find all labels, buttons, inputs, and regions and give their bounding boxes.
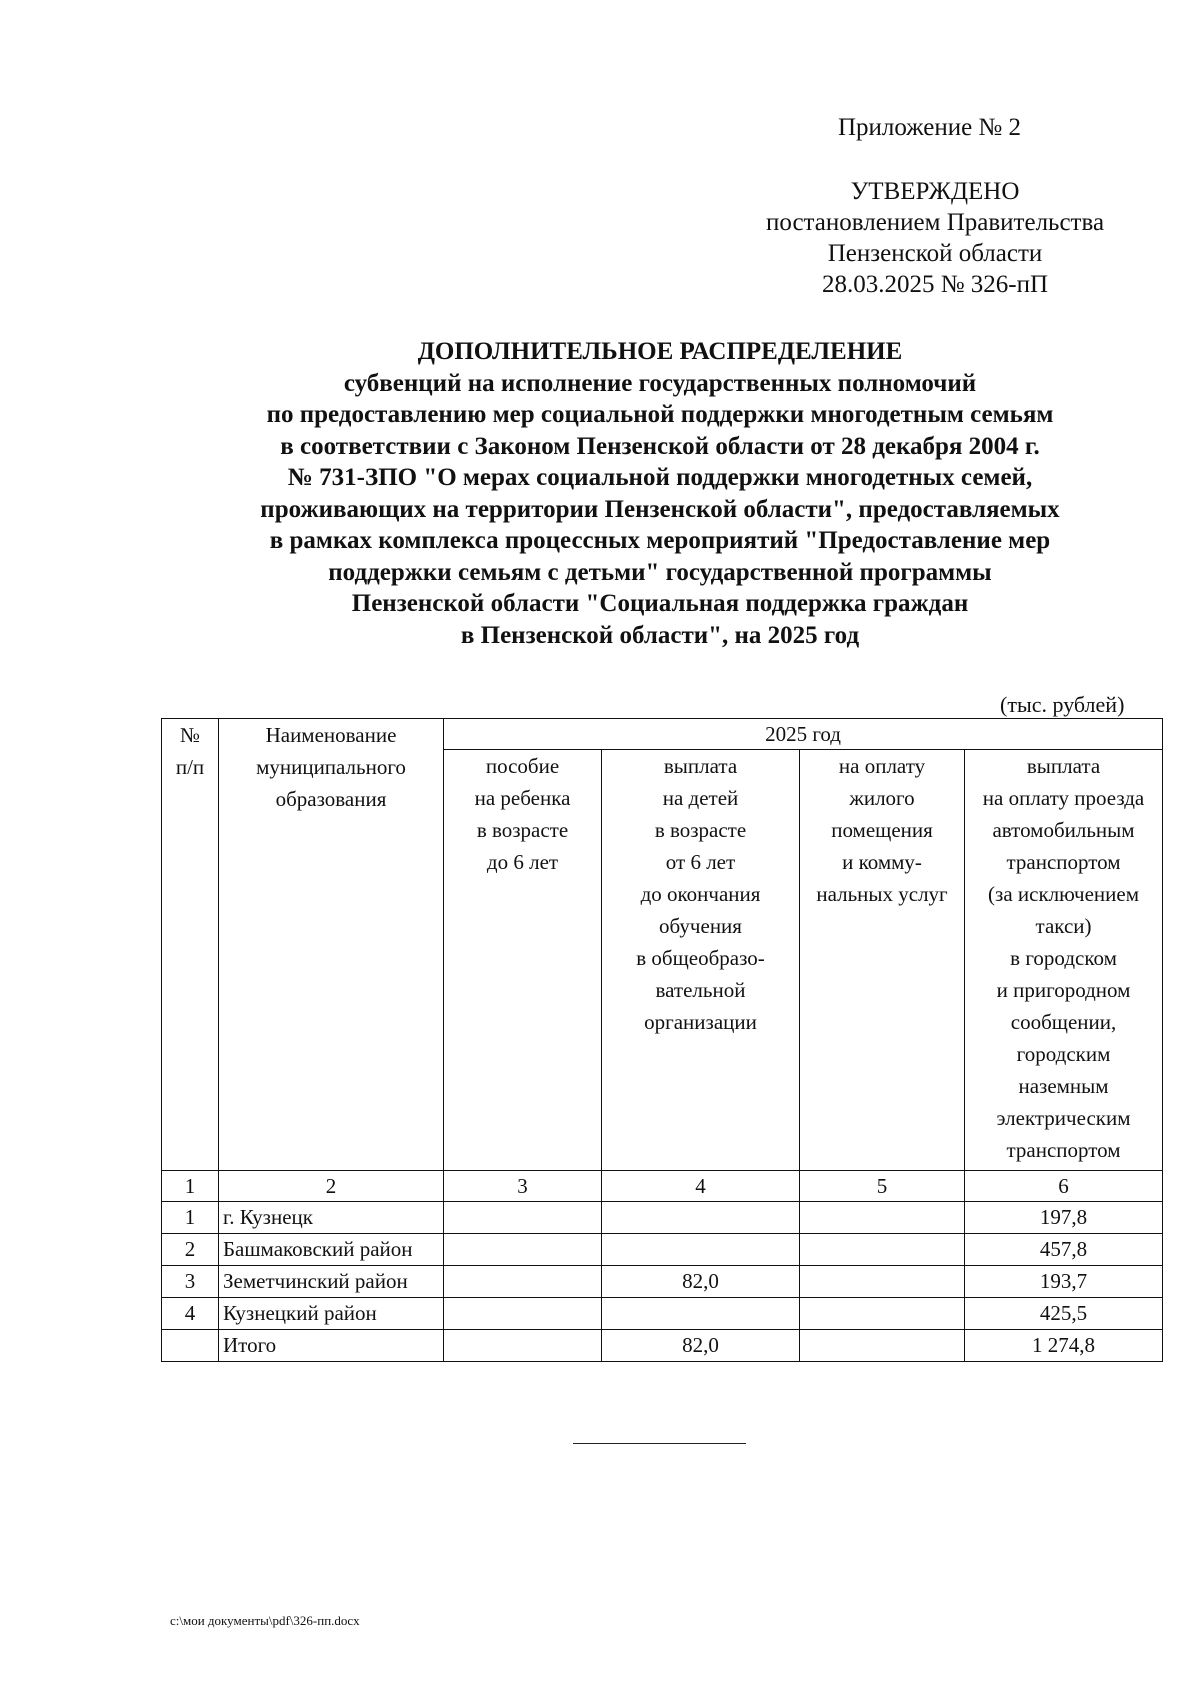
school-payment-value	[602, 1202, 800, 1234]
title-line: ДОПОЛНИТЕЛЬНОЕ РАСПРЕДЕЛЕНИЕ	[417, 338, 903, 365]
header-child-benefit: пособие на ребенка в возрасте до 6 лет	[444, 750, 602, 1171]
column-number: 3	[444, 1171, 602, 1202]
row-number: 4	[162, 1298, 219, 1330]
header-transport-payment: выплата на оплату проезда автомобильным транспортом (за исключением такси) в городском и пригородном сообщении, городским наземным электрическим транспортом	[965, 750, 1163, 1171]
column-number: 1	[162, 1171, 219, 1202]
child-benefit-total	[444, 1330, 602, 1362]
column-number: 6	[965, 1171, 1163, 1202]
child-benefit-value	[444, 1234, 602, 1266]
child-benefit-value	[444, 1202, 602, 1234]
column-number: 5	[800, 1171, 965, 1202]
document-title	[160, 336, 1160, 651]
header-row-top	[162, 719, 1163, 750]
housing-payment-total	[800, 1330, 965, 1362]
school-payment-value	[602, 1234, 800, 1266]
closing-divider	[573, 1443, 746, 1444]
table-row	[162, 1298, 1163, 1330]
approval-line: постановлением Правительства	[765, 209, 1105, 236]
title-line: в Пензенской области", на 2025 год	[460, 621, 860, 649]
municipality-name: г. Кузнецк	[219, 1202, 444, 1234]
appendix-label: Приложение № 2	[838, 114, 1022, 141]
table-row	[162, 1202, 1163, 1234]
table-row	[162, 1234, 1163, 1266]
table-row	[162, 1266, 1163, 1298]
transport-payment-total: 1 274,8	[965, 1330, 1163, 1362]
housing-payment-value	[800, 1298, 965, 1330]
header-housing-payment: на оплату жилого помещения и комму- нальных услуг	[800, 750, 965, 1171]
approval-line: УТВЕРЖДЕНО	[850, 178, 1020, 205]
total-label: Итого	[219, 1330, 444, 1362]
school-payment-value	[602, 1298, 800, 1330]
row-number: 1	[162, 1202, 219, 1234]
column-number-row	[162, 1171, 1163, 1202]
school-payment-value: 82,0	[602, 1266, 800, 1298]
title-line: в соответствии с Законом Пензенской области от 28 декабря 2004 г.	[280, 432, 1040, 460]
row-number: 3	[162, 1266, 219, 1298]
municipality-name: Земетчинский район	[219, 1266, 444, 1298]
title-line: № 731-ЗПО "О мерах социальной поддержки многодетных семей,	[287, 464, 1033, 491]
approval-stamp	[720, 176, 1150, 300]
file-path: c:\мои документы\pdf\326-пп.docx	[170, 1613, 360, 1628]
header-number: № п/п	[162, 719, 219, 1171]
total-row	[162, 1330, 1163, 1362]
header-school-payment: выплата на детей в возрасте от 6 лет до окончания обучения в общеобразо- вательной организации	[602, 750, 800, 1171]
municipality-name: Кузнецкий район	[219, 1298, 444, 1330]
housing-payment-value	[800, 1202, 965, 1234]
title-line: по предоставлению мер социальной поддержки многодетным семьям	[266, 401, 1054, 428]
column-number: 2	[219, 1171, 444, 1202]
transport-payment-value: 197,8	[965, 1202, 1163, 1234]
transport-payment-value: 425,5	[965, 1298, 1163, 1330]
distribution-table	[161, 718, 1163, 1362]
units-label: (тыс. рублей)	[1000, 692, 1125, 717]
approval-line: 28.03.2025 № 326-пП	[821, 271, 1049, 298]
school-payment-total: 82,0	[602, 1330, 800, 1362]
header-municipality: Наименование муниципального образования	[219, 719, 444, 1171]
header-year: 2025 год	[444, 719, 1163, 750]
title-line: в рамках комплекса процессных мероприятий "Предоставление мер	[269, 527, 1051, 554]
title-line: субвенций на исполнение государственных полномочий	[343, 369, 977, 397]
housing-payment-value	[800, 1266, 965, 1298]
child-benefit-value	[444, 1298, 602, 1330]
approval-line: Пензенской области	[827, 240, 1043, 267]
title-line: проживающих на территории Пензенской области", предоставляемых	[260, 495, 1060, 523]
transport-payment-value: 193,7	[965, 1266, 1163, 1298]
child-benefit-value	[444, 1266, 602, 1298]
housing-payment-value	[800, 1234, 965, 1266]
row-number	[162, 1330, 219, 1362]
column-number: 4	[602, 1171, 800, 1202]
title-line: поддержки семьям с детьми" государственной программы	[328, 558, 992, 586]
municipality-name: Башмаковский район	[219, 1234, 444, 1266]
transport-payment-value: 457,8	[965, 1234, 1163, 1266]
row-number: 2	[162, 1234, 219, 1266]
title-line: Пензенской области "Социальная поддержка граждан	[351, 590, 969, 617]
